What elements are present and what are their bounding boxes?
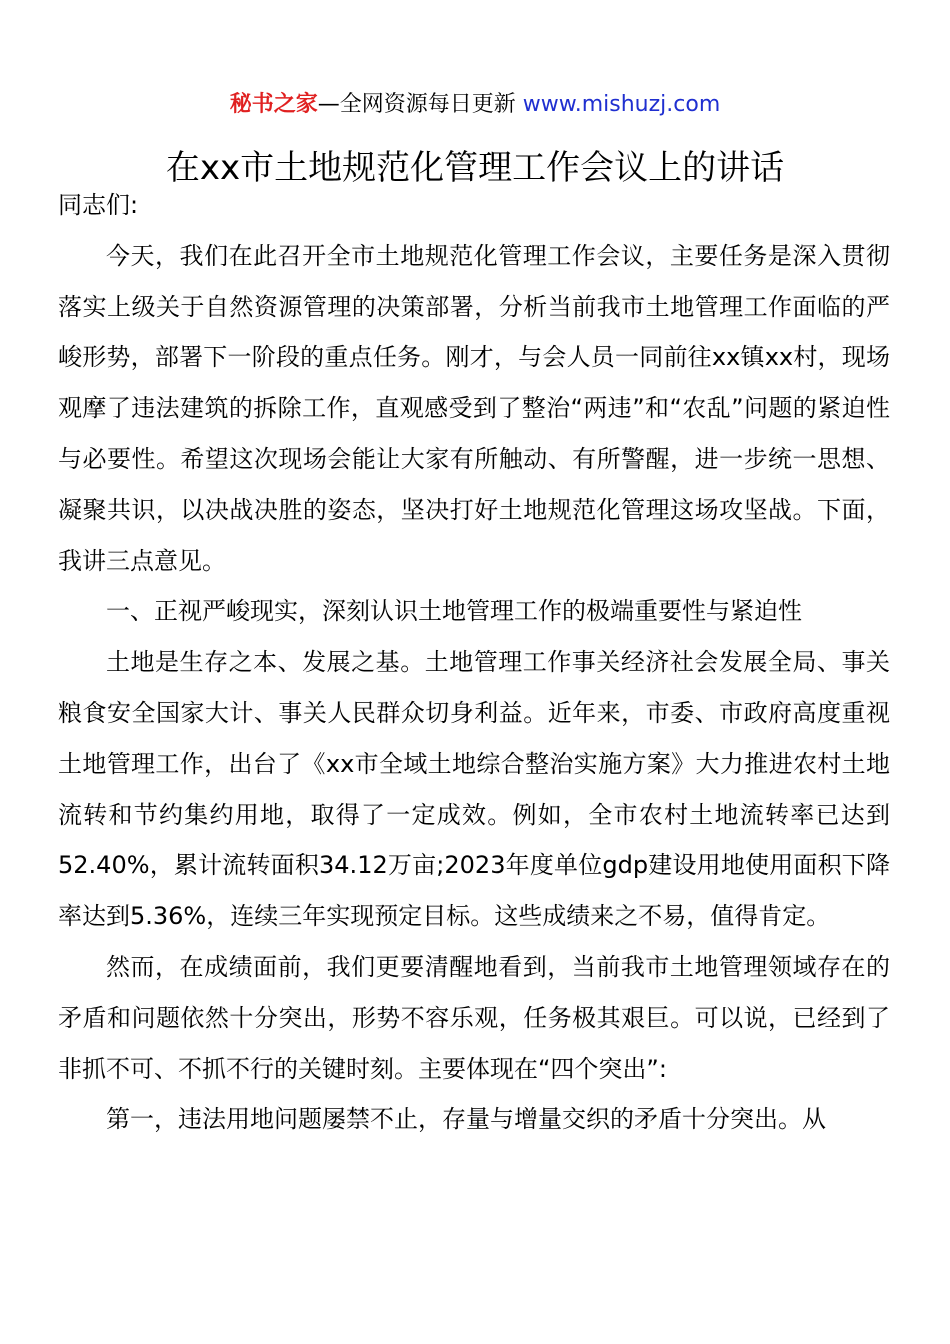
document-body bbox=[58, 180, 890, 1145]
site-name: 秘书之家 bbox=[229, 92, 318, 117]
salutation: 同志们: bbox=[58, 191, 139, 219]
paragraph-challenges: 然而，在成绩面前，我们更要清醒地看到，当前我市土地管理领域存在的矛盾和问题依然十分突出，形势不容乐观，任务极其艰巨。可以说，已经到了非抓不可、不抓不行的关键时刻。主要体现在“四个突出”: bbox=[58, 952, 890, 1083]
site-header bbox=[0, 88, 950, 122]
paragraph-opening: 今天，我们在此召开全市土地规范化管理工作会议，主要任务是深入贯彻落实上级关于自然资源管理的决策部署，分析当前我市土地管理工作面临的严峻形势，部署下一阶段的重点任务。刚才，与会人员一同前往xx镇xx村，现场观摩了违法建筑的拆除工作，直观感受到了整治“两违”和“农乱”问题的紧迫性与必要性。希望这次现场会能让大家有所触动、有所警醒，进一步统一思想、凝聚共识，以决战决胜的姿态，坚决打好土地规范化管理这场攻坚战。下面，我讲三点意见。 bbox=[58, 241, 890, 575]
paragraph-first-point: 第一，违法用地问题屡禁不止，存量与增量交织的矛盾十分突出。从 bbox=[106, 1105, 826, 1134]
site-slogan: —全网资源每日更新 bbox=[317, 92, 516, 117]
document-title: 在xx市土地规范化管理工作会议上的讲话 bbox=[165, 148, 785, 188]
paragraph-achievements: 土地是生存之本、发展之基。土地管理工作事关经济社会发展全局、事关粮食安全国家大计、事关人民群众切身利益。近年来，市委、市政府高度重视土地管理工作，出台了《xx市全域土地综合整治实施方案》大力推进农村土地流转和节约集约用地，取得了一定成效。例如，全市农村土地流转率已达到52.40%，累计流转面积34.12万亩;2023年度单位gdp建设用地使用面积下降率达到5.36%，连续三年实现预定目标。这些成绩来之不易，值得肯定。 bbox=[58, 648, 890, 931]
section-heading-1: 一、正视严峻现实，深刻认识土地管理工作的极端重要性与紧迫性 bbox=[106, 597, 802, 626]
site-url-link[interactable]: www.mishuzj.com bbox=[522, 92, 721, 117]
